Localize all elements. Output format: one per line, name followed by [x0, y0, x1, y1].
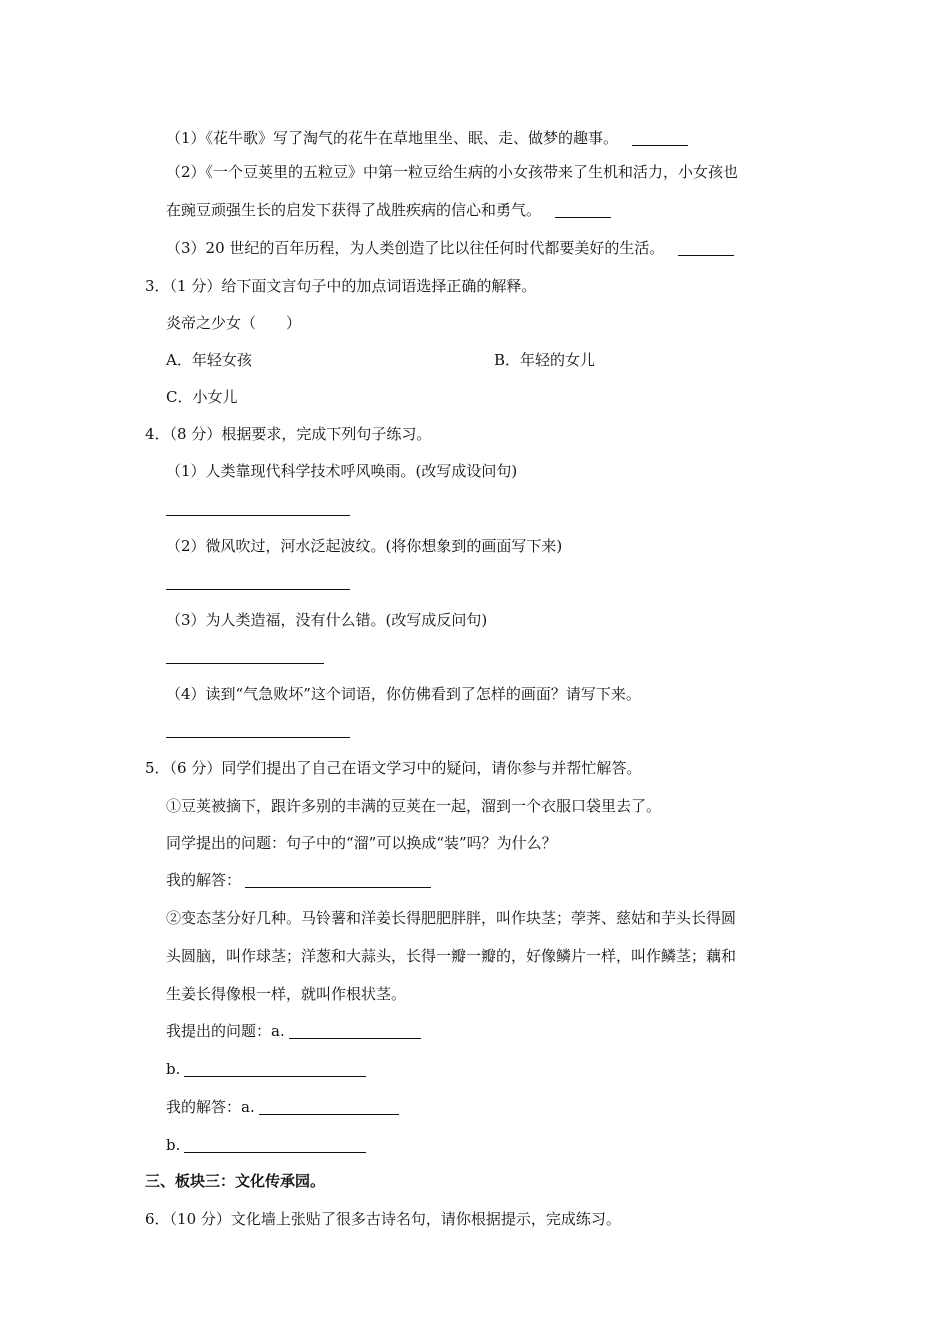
q3-option-c[interactable]: C．小女儿: [166, 388, 238, 406]
q4-sub4: （4）读到“气急败坏”这个词语，你仿佛看到了怎样的画面？请写下来。: [166, 685, 641, 703]
item-2-line-1: （2）《一个豆荚里的五粒豆》中第一粒豆给生病的小女孩带来了生机和活力，小女孩也: [166, 163, 739, 181]
q4-sub3: （3）为人类造福，没有什么错。(改写成反问句): [166, 611, 488, 629]
item-1-text: （1）《花牛歌》写了淘气的花牛在草地里坐、眠、走、做梦的趣事。: [166, 129, 619, 147]
item-1-line: [166, 128, 688, 148]
q4-sub2-answer-line[interactable]: [166, 589, 350, 590]
q4-stem: 4．（8 分）根据要求，完成下列句子练习。: [145, 425, 432, 443]
q5-my-question-b-blank[interactable]: [184, 1060, 366, 1077]
q5-answer-1-label: 我的解答：: [166, 871, 242, 889]
q5-my-question-label: 我提出的问题：a.: [166, 1022, 285, 1040]
q6-stem: 6．（10 分）文化墙上张贴了很多古诗名句，请你根据提示，完成练习。: [145, 1210, 621, 1228]
item-2-answer-blank[interactable]: [555, 201, 611, 218]
q5-b-label-2: b.: [166, 1136, 181, 1154]
q3-option-b[interactable]: B．年轻的女儿: [494, 351, 596, 369]
q5-stem: 5．（6 分）同学们提出了自己在语文学习中的疑问，请你参与并帮忙解答。: [145, 759, 642, 777]
q5-my-answer-b-blank[interactable]: [184, 1136, 366, 1153]
item-3-answer-blank[interactable]: [678, 239, 734, 256]
q4-sub4-answer-line[interactable]: [166, 737, 350, 738]
item-3-text: （3）20 世纪的百年历程，为人类创造了比以往任何时代都要美好的生活。: [166, 239, 665, 257]
q4-sub3-answer-line[interactable]: [166, 663, 324, 664]
q4-sub1-answer-line[interactable]: [166, 515, 350, 516]
q5-my-answer-a-line: [166, 1097, 399, 1117]
q3-option-a[interactable]: A．年轻女孩: [166, 351, 252, 369]
q5-answer-1-blank[interactable]: [245, 871, 431, 888]
q5-my-answer-a-blank[interactable]: [259, 1098, 399, 1115]
q5-paragraph-2-line-3: 生姜长得像根一样，就叫作根状茎。: [166, 985, 407, 1003]
item-2-line-2: [166, 200, 611, 220]
section-3-heading: 三、板块三：文化传承园。: [145, 1172, 326, 1190]
q4-sub2: （2）微风吹过，河水泛起波纹。(将你想象到的画面写下来): [166, 537, 563, 555]
item-3-line: [166, 238, 734, 258]
q5-my-question-a-line: [166, 1021, 421, 1041]
q5-paragraph-2-line-2: 头圆脑，叫作球茎；洋葱和大蒜头，长得一瓣一瓣的，好像鳞片一样，叫作鳞茎；藕和: [166, 947, 737, 965]
q5-my-answer-b-line: [166, 1135, 366, 1155]
q5-paragraph-1: ①豆荚被摘下，跟许多别的丰满的豆荚在一起，溜到一个衣服口袋里去了。: [166, 797, 662, 815]
q5-my-question-b-line: [166, 1059, 366, 1079]
q5-question-1: 同学提出的问题：句子中的“溜”可以换成“装”吗？为什么？: [166, 834, 557, 852]
q5-my-answer-label: 我的解答：a.: [166, 1098, 255, 1116]
q3-sentence: 炎帝之少女（ ）: [166, 314, 302, 332]
item-1-answer-blank[interactable]: [632, 129, 688, 146]
q5-my-question-a-blank[interactable]: [289, 1022, 421, 1039]
q5-b-label-1: b.: [166, 1060, 181, 1078]
q4-sub1: （1）人类靠现代科学技术呼风唤雨。(改写成设问句): [166, 462, 518, 480]
q3-stem: 3．（1 分）给下面文言句子中的加点词语选择正确的解释。: [145, 277, 537, 295]
q5-paragraph-2-line-1: ②变态茎分好几种。马铃薯和洋姜长得肥肥胖胖，叫作块茎；荸荠、慈姑和芋头长得圆: [166, 909, 737, 927]
q5-answer-1-line: [166, 870, 431, 890]
item-2-text: 在豌豆顽强生长的启发下获得了战胜疾病的信心和勇气。: [166, 201, 542, 219]
